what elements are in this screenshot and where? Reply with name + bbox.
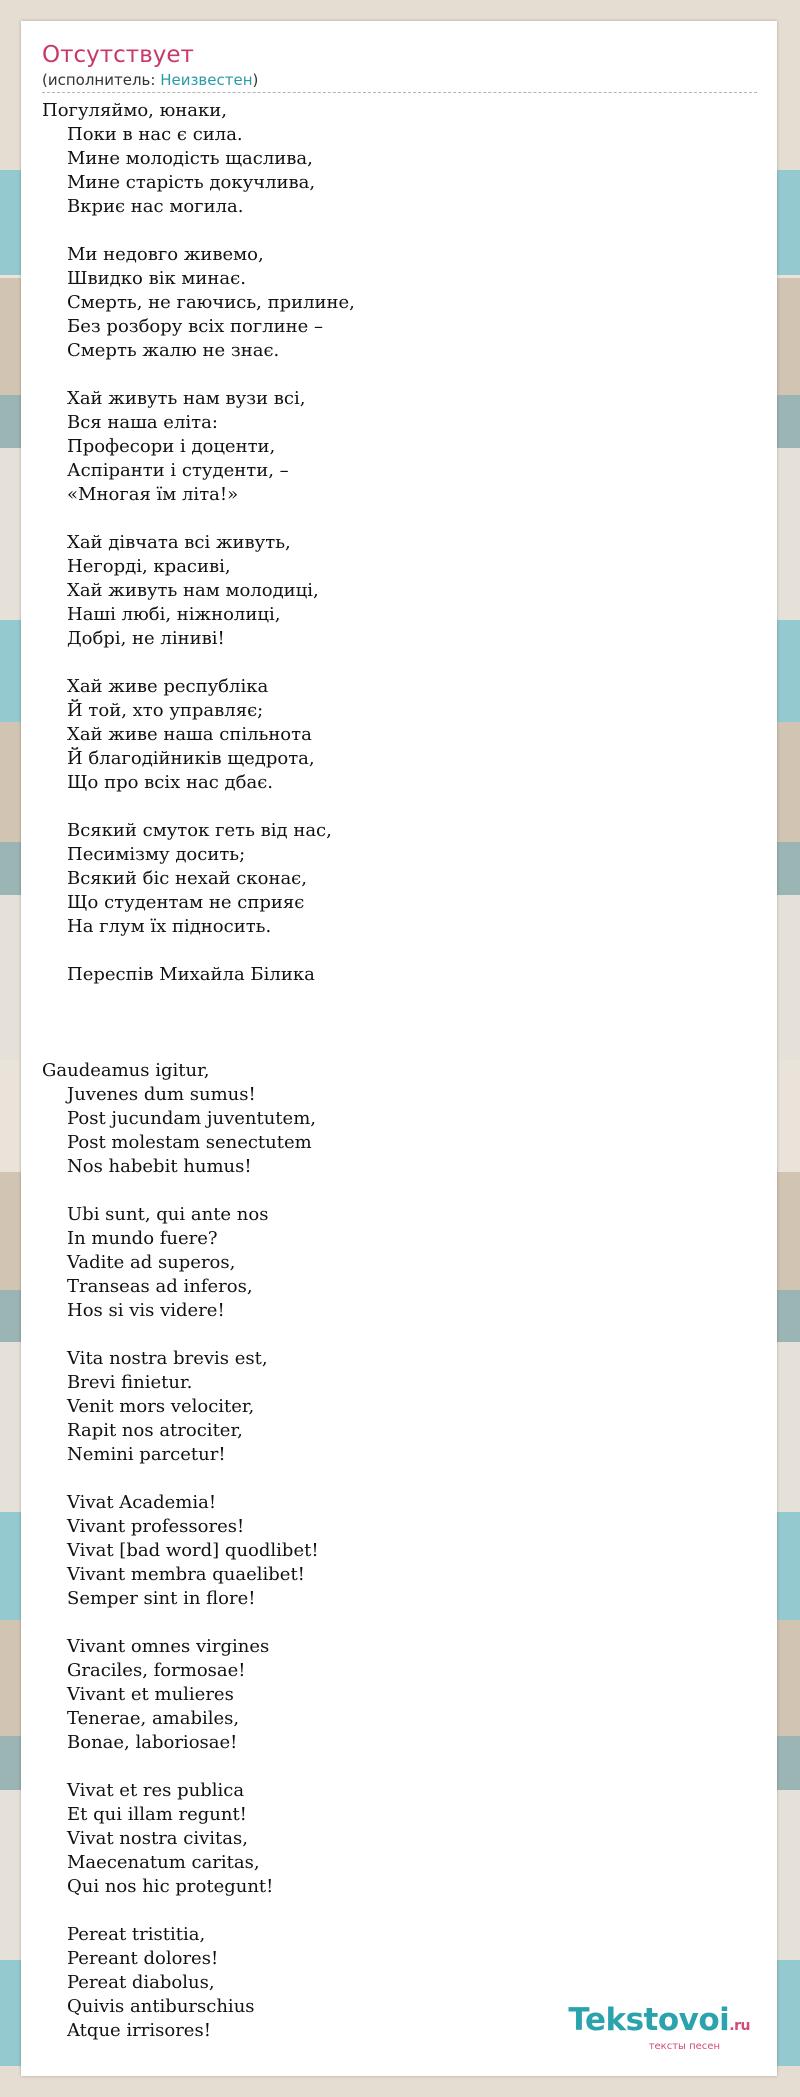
stanza-gap	[42, 1467, 355, 1491]
lyric-line: Хай живе наша спільнота	[67, 724, 312, 745]
lyric-line: Vivat et res publica	[67, 1780, 245, 1801]
stanza-gap	[42, 651, 355, 675]
lyric-line: Vivant professores!	[67, 1516, 245, 1537]
lyric-line: Поки в нас є сила.	[67, 124, 243, 145]
lyric-line: Tenerae, amabiles,	[67, 1708, 240, 1729]
lyric-line: Pereat tristitia,	[67, 1924, 206, 1945]
lyric-line: Pereat diabolus,	[67, 1972, 215, 1993]
lyric-line: Мине старість докучлива,	[67, 172, 316, 193]
lyric-line: Смерть, не гаючись, прилине,	[67, 292, 355, 313]
lyric-line: Brevi finietur.	[67, 1372, 193, 1393]
lyric-line: Atque irrisores!	[67, 2020, 211, 2041]
lyric-line: Вкриє нас могила.	[67, 196, 244, 217]
stanza-gap	[42, 219, 355, 243]
stanza-gap	[42, 1179, 355, 1203]
lyric-line: Смерть жалю не знає.	[67, 340, 280, 361]
lyric-line: Негорді, красиві,	[67, 556, 231, 577]
lyric-line: Всякий біс нехай сконає,	[67, 868, 307, 889]
lyric-line: Ми недовго живемо,	[67, 244, 264, 265]
lyric-line: Наші любі, ніжнолиці,	[67, 604, 281, 625]
lyric-line: Bonae, laboriosae!	[67, 1732, 238, 1753]
lyric-line: Nos habebit humus!	[67, 1156, 252, 1177]
lyric-line: Хай дівчата всі живуть,	[67, 532, 291, 553]
song-header	[42, 40, 757, 93]
lyric-line: Vivant membra quaelibet!	[67, 1564, 305, 1585]
performer-suffix: )	[252, 71, 259, 89]
translation-credit: Переспів Михайла Білика	[67, 964, 315, 985]
performer-link[interactable]: Неизвестен	[160, 71, 253, 89]
lyric-line: Ubi sunt, qui ante nos	[67, 1204, 269, 1225]
lyric-line: Rapit nos atrociter,	[67, 1420, 243, 1441]
lyric-line: Вся наша еліта:	[67, 412, 218, 433]
stanza-gap	[42, 1899, 355, 1923]
stanza-gap	[42, 987, 355, 1059]
stanza-gap	[42, 795, 355, 819]
lyric-line: Vita nostra brevis est,	[67, 1348, 268, 1369]
stanza-gap	[42, 363, 355, 387]
lyric-line: Погуляймо, юнаки,	[42, 100, 227, 121]
logo-name: Tekstovoi	[568, 2002, 730, 2038]
lyric-line: Semper sint in flore!	[67, 1588, 256, 1609]
lyric-line: Juvenes dum sumus!	[67, 1084, 256, 1105]
lyric-line: Що про всіх нас дбає.	[67, 772, 274, 793]
lyric-line: Post jucundam juventutem,	[67, 1108, 316, 1129]
lyric-line: Et qui illam regunt!	[67, 1804, 247, 1825]
lyric-line: Transeas ad inferos,	[67, 1276, 253, 1297]
lyric-line: Vivant et mulieres	[67, 1684, 234, 1705]
stanza-gap	[42, 939, 355, 963]
lyric-line: Песимізму досить;	[67, 844, 246, 865]
lyric-line: Nemini parcetur!	[67, 1444, 226, 1465]
lyric-line: «Многая їм літа!»	[67, 484, 239, 505]
lyric-line: Pereant dolores!	[67, 1948, 219, 1969]
lyric-line: Post molestam senectutem	[67, 1132, 312, 1153]
lyric-line: Всякий смуток геть від нас,	[67, 820, 332, 841]
site-logo[interactable]	[568, 2004, 750, 2052]
lyric-line: Що студентам не сприяє	[67, 892, 305, 913]
lyric-line: Хай живуть нам молодиці,	[67, 580, 319, 601]
lyric-line: Vadite ad superos,	[67, 1252, 236, 1273]
lyric-line: Vivat nostra civitas,	[67, 1828, 248, 1849]
lyric-line: Vivat Academia!	[67, 1492, 217, 1513]
lyric-line: Maecenatum caritas,	[67, 1852, 260, 1873]
lyric-line: Мине молодість щаслива,	[67, 148, 313, 169]
lyric-line: Й той, хто управляє;	[67, 700, 264, 721]
performer-prefix: (исполнитель:	[42, 71, 161, 89]
lyric-line: Хай живуть нам вузи всі,	[67, 388, 306, 409]
lyric-line: Gaudeamus igitur,	[42, 1060, 210, 1081]
stanza-gap	[42, 507, 355, 531]
lyric-line: Аспіранти і студенти, –	[67, 460, 289, 481]
stanza-gap	[42, 1755, 355, 1779]
lyric-line: Hos si vis videre!	[67, 1300, 225, 1321]
lyric-line: In mundo fuere?	[67, 1228, 218, 1249]
lyric-line: Venit mors velociter,	[67, 1396, 255, 1417]
logo-tagline: тексты песен	[648, 2041, 720, 2052]
logo-tld: .ru	[729, 2018, 750, 2034]
performer-line	[42, 70, 757, 90]
stanza-gap	[42, 1611, 355, 1635]
lyric-line: Швидко вік минає.	[67, 268, 246, 289]
lyric-line: Й благодійників щедрота,	[67, 748, 315, 769]
lyrics-text	[42, 99, 355, 2043]
stanza-gap	[42, 1323, 355, 1347]
lyric-line: Хай живе республіка	[67, 676, 269, 697]
lyric-line: Quivis antiburschius	[67, 1996, 255, 2017]
lyric-line: Без розбору всіх поглине –	[67, 316, 324, 337]
lyric-line: Професори і доценти,	[67, 436, 276, 457]
lyrics-card	[21, 21, 777, 2076]
lyric-line: На глум їх підносить.	[67, 916, 272, 937]
lyric-line: Добрі, не ліниві!	[67, 628, 225, 649]
song-title: Отсутствует	[42, 42, 194, 68]
lyric-line: Qui nos hic protegunt!	[67, 1876, 274, 1897]
lyric-line: Vivant omnes virgines	[67, 1636, 270, 1657]
lyric-line: Graciles, formosae!	[67, 1660, 246, 1681]
lyric-line: Vivat [bad word] quodlibet!	[67, 1540, 319, 1561]
